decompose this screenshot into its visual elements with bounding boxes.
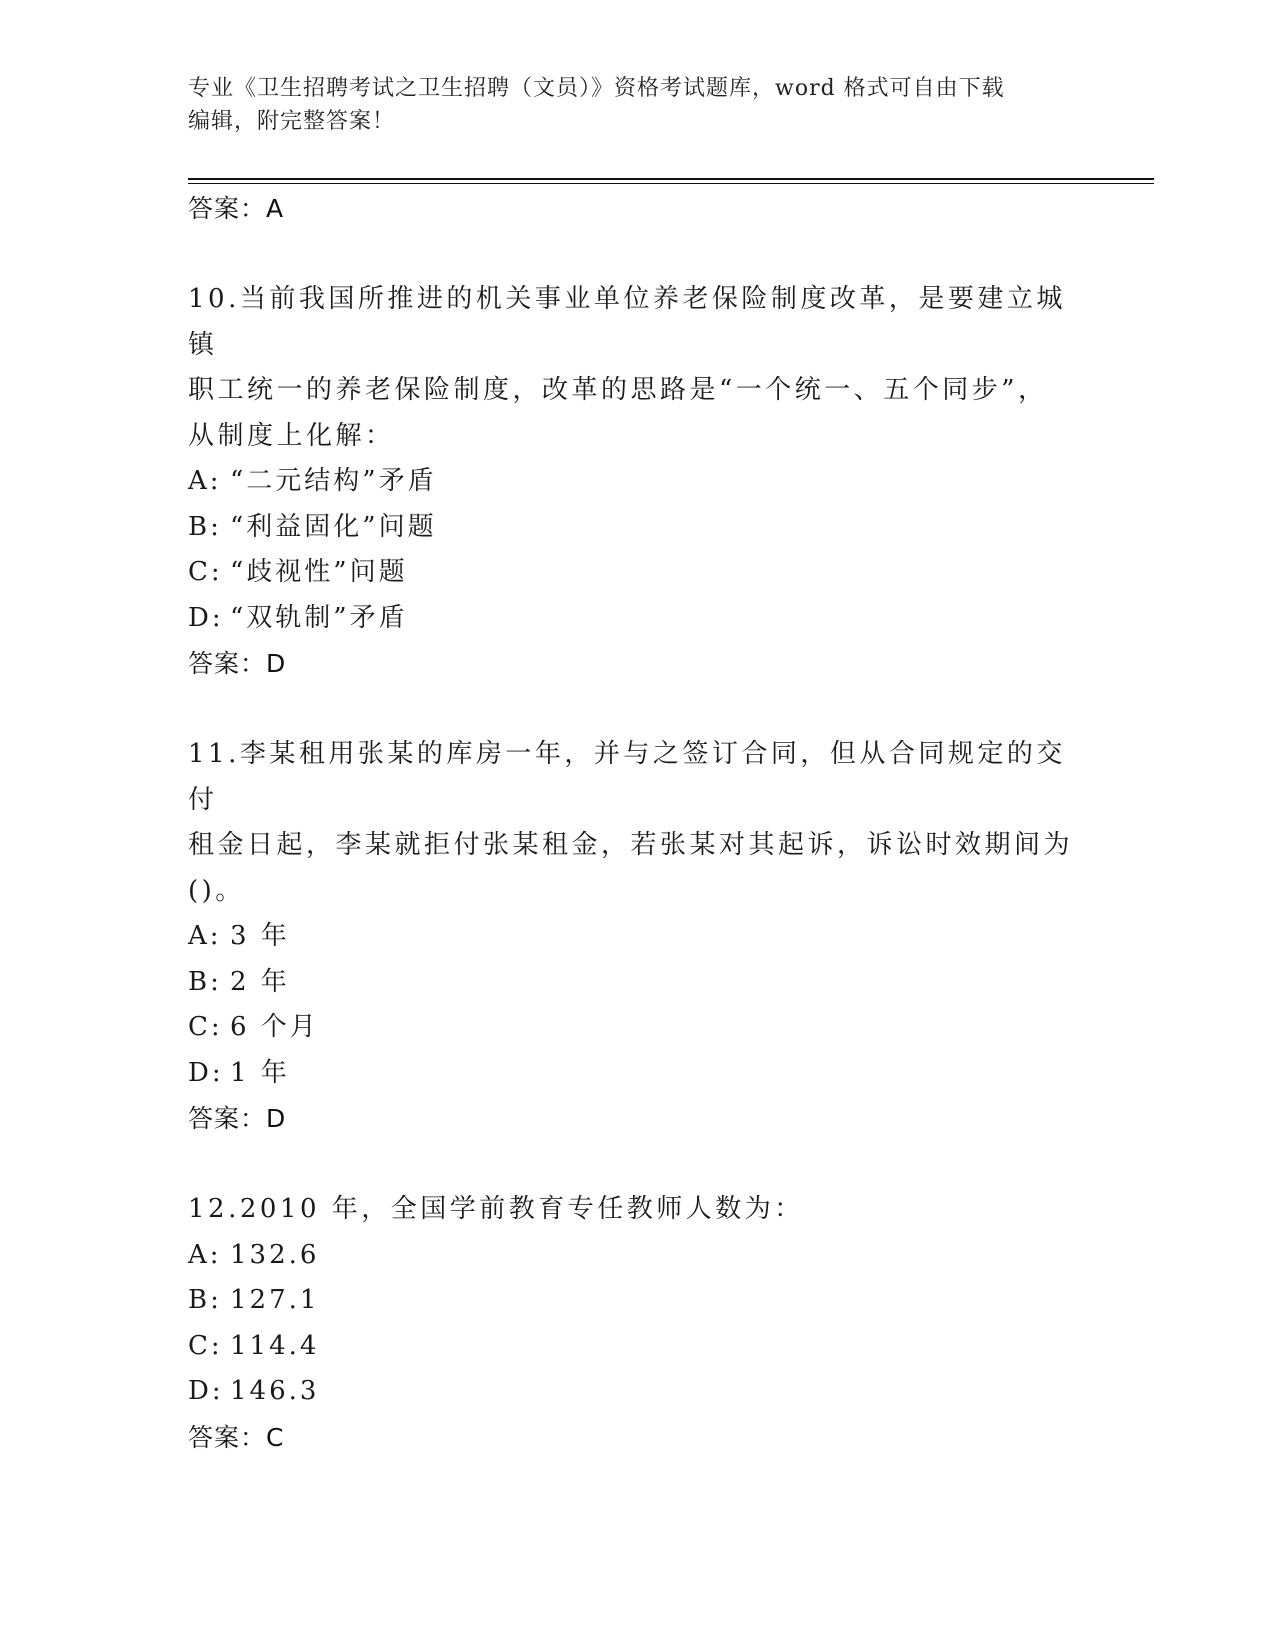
option-c bbox=[188, 550, 1088, 596]
option-text: 1 年 bbox=[230, 1057, 290, 1088]
option-a bbox=[188, 1233, 1088, 1279]
option-text: “利益固化”问题 bbox=[230, 511, 437, 542]
document-header bbox=[188, 72, 1088, 138]
option-label: B: bbox=[188, 1285, 222, 1315]
question-list bbox=[188, 186, 1088, 1460]
option-text: 146.3 bbox=[230, 1376, 320, 1406]
answer-line: 答案：D bbox=[188, 649, 287, 678]
option-text: 127.1 bbox=[230, 1285, 320, 1315]
option-b bbox=[188, 960, 1088, 1006]
option-b bbox=[188, 1278, 1088, 1324]
question-text-line: 租金日起，李某就拒付张某租金，若张某对其起诉，诉讼时效期间为 bbox=[188, 830, 1074, 860]
option-label: D: bbox=[188, 1057, 224, 1088]
option-text: 6 个月 bbox=[230, 1012, 319, 1042]
option-d bbox=[188, 1051, 1088, 1097]
option-label: C: bbox=[188, 1330, 223, 1361]
question-text-line: 职工统一的养老保险制度，改革的思路是“一个统一、五个同步”， bbox=[188, 375, 1048, 405]
header-rule-thin bbox=[188, 183, 1154, 184]
option-label: B: bbox=[188, 966, 222, 997]
answer-line: 答案：D bbox=[188, 1104, 287, 1133]
option-label: C: bbox=[188, 557, 223, 587]
option-text: “二元结构”矛盾 bbox=[230, 466, 437, 496]
option-text: “歧视性”问题 bbox=[230, 557, 408, 587]
option-text: 114.4 bbox=[230, 1330, 320, 1361]
option-label: A: bbox=[188, 921, 222, 951]
option-text: “双轨制”矛盾 bbox=[230, 602, 408, 633]
question-text-line: ()。 bbox=[188, 875, 245, 906]
header-line-2: 编辑，附完整答案！ bbox=[188, 109, 396, 134]
question-text-line: 12.2010 年，全国学前教育专任教师人数为： bbox=[188, 1194, 804, 1224]
question-block bbox=[188, 1187, 1088, 1460]
option-text: 132.6 bbox=[230, 1239, 320, 1270]
question-block bbox=[188, 732, 1088, 1141]
option-label: B: bbox=[188, 511, 222, 542]
option-label: A: bbox=[188, 1239, 222, 1270]
option-label: D: bbox=[188, 602, 224, 633]
header-line-1: 专业《卫生招聘考试之卫生招聘（文员）》资格考试题库，word 格式可自由下载 bbox=[188, 76, 1005, 101]
option-d bbox=[188, 1369, 1088, 1415]
header-rule-thick bbox=[188, 178, 1154, 180]
question-text-line: 从制度上化解： bbox=[188, 420, 395, 451]
option-text: 2 年 bbox=[230, 966, 290, 997]
question-text-line: 11.李某租用张某的库房一年，并与之签订合同，但从合同规定的交付 bbox=[188, 739, 1066, 815]
option-label: A: bbox=[188, 466, 222, 496]
option-d bbox=[188, 596, 1088, 642]
option-a bbox=[188, 459, 1088, 505]
option-a bbox=[188, 914, 1088, 960]
option-c bbox=[188, 1324, 1088, 1370]
option-text: 3 年 bbox=[230, 921, 290, 951]
question-text-line: 10.当前我国所推进的机关事业单位养老保险制度改革，是要建立城镇 bbox=[188, 284, 1066, 360]
option-label: D: bbox=[188, 1376, 224, 1406]
option-b bbox=[188, 505, 1088, 551]
answer-line: 答案：A bbox=[188, 194, 285, 223]
question-block bbox=[188, 277, 1088, 686]
option-label: C: bbox=[188, 1012, 223, 1042]
option-c bbox=[188, 1005, 1088, 1051]
answer-line: 答案：C bbox=[188, 1422, 285, 1452]
